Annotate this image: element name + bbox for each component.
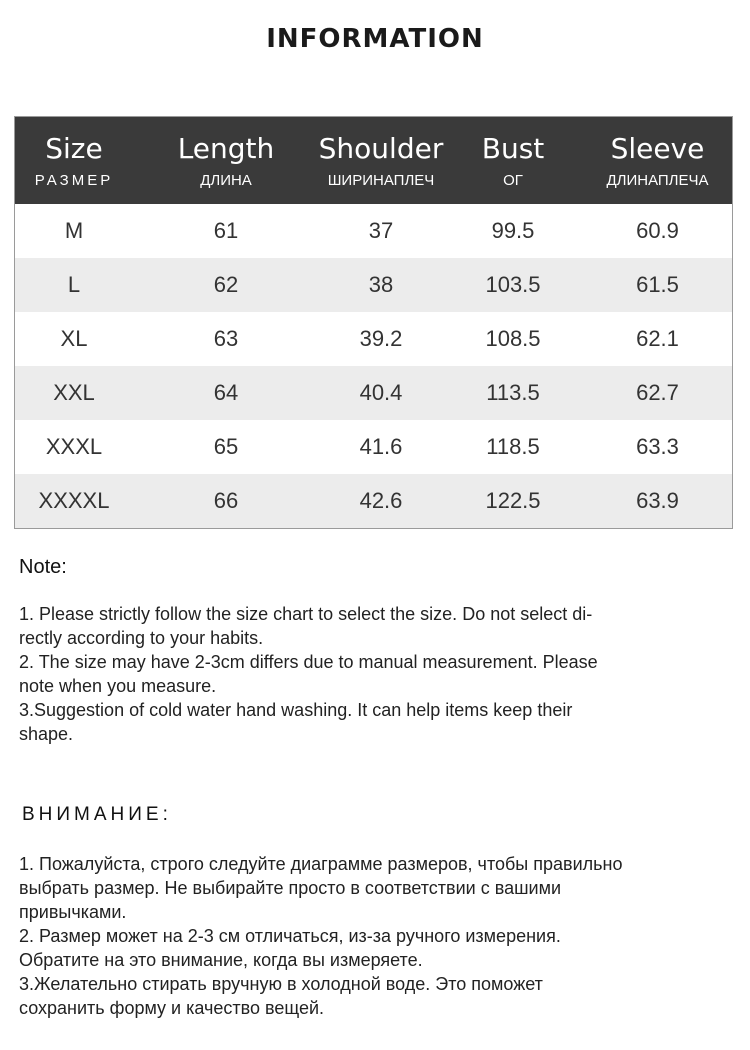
header-sublabel: ШИРИНАПЛЕЧ: [327, 172, 435, 189]
table-header: [15, 117, 732, 204]
ru-note-line: привычками.: [19, 902, 127, 922]
cell-sleeve: 62.7: [636, 380, 679, 405]
cell-bust: 103.5: [485, 272, 541, 297]
cell-shoulder: 37: [368, 218, 394, 243]
table-row: [15, 312, 732, 366]
cell-size: XL: [60, 326, 88, 351]
cell-bust: 118.5: [486, 434, 540, 459]
cell-bust: 108.5: [485, 326, 541, 351]
cell-size: M: [64, 218, 84, 243]
cell-length: 63: [213, 326, 239, 351]
header-label: Length: [177, 132, 275, 165]
cell-length: 64: [213, 380, 239, 405]
cell-length: 61: [213, 218, 239, 243]
cell-sleeve: 61.5: [636, 272, 679, 297]
page-title: INFORMATION: [266, 24, 484, 54]
cell-shoulder: 39.2: [359, 326, 403, 351]
cell-length: 66: [213, 488, 239, 513]
note-line: shape.: [19, 724, 74, 744]
cell-size: XXXXL: [38, 488, 110, 513]
header-label: Shoulder: [318, 132, 444, 165]
cell-bust: 99.5: [491, 218, 535, 243]
note-line: 1. Please strictly follow the size chart to select the size. Do not select di-: [19, 604, 593, 624]
note-line: 2. The size may have 2-3cm differs due to manual measurement. Please: [19, 652, 598, 672]
header-sublabel: ДЛИНАПЛЕЧА: [606, 172, 709, 189]
ru-note-body: [19, 852, 731, 1020]
header-sublabel: ОГ: [503, 172, 523, 189]
cell-bust: 122.5: [485, 488, 541, 513]
ru-note-line: 3.Желательно стирать вручную в холодной воде. Это поможет: [19, 974, 543, 994]
cell-sleeve: 62.1: [636, 326, 679, 351]
cell-size: XXL: [53, 380, 95, 405]
ru-note-line: Обратите на это внимание, когда вы измеряете.: [19, 950, 423, 970]
cell-bust: 113.5: [486, 380, 540, 405]
ru-note-line: сохранить форму и качество вещей.: [19, 998, 325, 1018]
cell-sleeve: 63.9: [636, 488, 679, 513]
size-chart-table: [14, 116, 733, 529]
table-row: [15, 420, 732, 474]
ru-note-heading: ВНИМАНИЕ:: [22, 804, 172, 825]
cell-length: 65: [213, 434, 239, 459]
note-line: rectly according to your habits.: [19, 628, 264, 648]
note-line: 3.Suggestion of cold water hand washing. It can help items keep their: [19, 700, 573, 720]
cell-length: 62: [213, 272, 239, 297]
header-length: [133, 117, 319, 204]
cell-size: XXXL: [45, 434, 103, 459]
ru-note-line: 2. Размер может на 2-3 см отличаться, из-за ручного измерения.: [19, 926, 561, 946]
header-bust: [443, 117, 583, 204]
cell-shoulder: 42.6: [359, 488, 403, 513]
cell-shoulder: 40.4: [359, 380, 403, 405]
header-label: Bust: [481, 132, 545, 165]
note-body: [19, 602, 719, 746]
header-shoulder: [319, 117, 443, 204]
table-row: [15, 258, 732, 312]
header-sublabel: РАЗМЕР: [34, 172, 114, 189]
table-body: [15, 204, 732, 528]
header-label: Sleeve: [610, 132, 705, 165]
cell-sleeve: 60.9: [636, 218, 679, 243]
header-label: Size: [45, 132, 103, 165]
cell-size: L: [67, 272, 81, 297]
table-row: [15, 366, 732, 420]
table-row: [15, 474, 732, 528]
note-heading: Note:: [19, 556, 67, 578]
header-sublabel: ДЛИНА: [200, 172, 252, 189]
header-sleeve: [583, 117, 732, 204]
header-size: [15, 117, 133, 204]
cell-shoulder: 41.6: [359, 434, 403, 459]
ru-note-line: выбрать размер. Не выбирайте просто в соответствии с вашими: [19, 878, 562, 898]
cell-sleeve: 63.3: [636, 434, 679, 459]
ru-note-line: 1. Пожалуйста, строго следуйте диаграмме размеров, чтобы правильно: [19, 854, 623, 874]
note-line: note when you measure.: [19, 676, 217, 696]
table-row: [15, 204, 732, 258]
cell-shoulder: 38: [368, 272, 394, 297]
